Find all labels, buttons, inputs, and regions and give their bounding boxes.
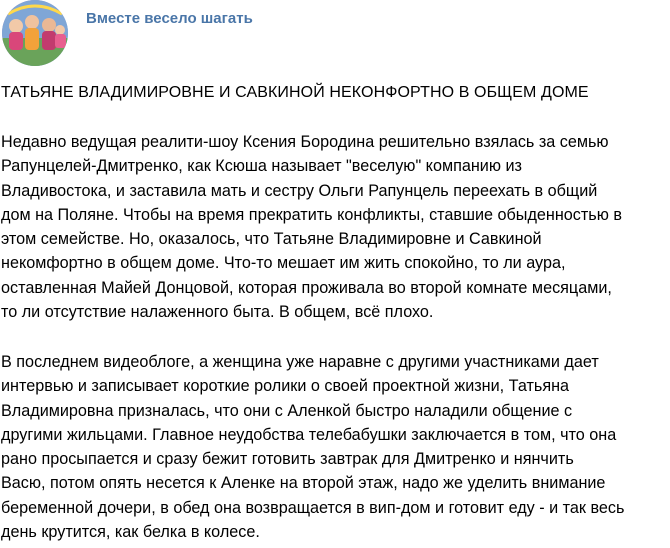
paragraph-line: то ли отсутствие налаженного быта. В общем, всё плохо.	[1, 303, 434, 322]
paragraph-line: Рапунцелей-Дмитренко, как Ксюша называет "веселую" компанию из	[1, 157, 522, 176]
group-name-link[interactable]: Вместе весело шагать	[86, 10, 253, 27]
post-header	[0, 0, 670, 70]
paragraph-line: некомфортно в общем доме. Что-то мешает им жить спокойно, то ли аура,	[1, 254, 566, 273]
paragraph-line: интервью и записывает короткие ролики о своей проектной жизни, Татьяна	[1, 377, 570, 396]
paragraph-line: день крутится, как белка в колесе.	[1, 523, 260, 542]
paragraph-line: оставленная Майей Донцовой, которая проживала во второй комнате месяцами,	[1, 278, 612, 297]
paragraph-line: другими жильцами. Главное неудобства телебабушки заключается в том, что она	[1, 425, 617, 444]
paragraph-line: этом семействе. Но, оказалось, что Татьяне Владимировне и Савкиной	[1, 230, 542, 249]
paragraph-line: дом на Поляне. Чтобы на время прекратить конфликты, ставшие обыденностью в	[1, 205, 622, 224]
post-paragraph-2	[1, 350, 667, 544]
group-avatar-icon[interactable]	[2, 0, 68, 66]
paragraph-line: Владивостока, и заставила мать и сестру Ольги Рапунцель переехать в общий	[1, 181, 598, 200]
post-title: ТАТЬЯНЕ ВЛАДИМИРОВНЕ И САВКИНОЙ НЕКОНФОРТНО В ОБЩЕМ ДОМЕ	[1, 84, 589, 101]
paragraph-line: Недавно ведущая реалити-шоу Ксения Бородина решительно взялась за семью	[1, 133, 609, 151]
paragraph-line: беременной дочери, в обед она возвращается в вип-дом и готовит еду - и так весь	[1, 498, 625, 517]
paragraph-line: В последнем видеоблоге, а женщина уже наравне с другими участниками дает	[1, 353, 599, 371]
paragraph-line: Васю, потом опять несется к Аленке на второй этаж, надо же уделить внимание	[1, 474, 606, 493]
post-paragraph-1	[1, 130, 667, 324]
paragraph-line: рано просыпается и сразу бежит готовить завтрак для Дмитренко и нянчить	[1, 450, 574, 469]
paragraph-line: Владимировна призналась, что они с Аленкой быстро наладили общение с	[1, 401, 573, 420]
